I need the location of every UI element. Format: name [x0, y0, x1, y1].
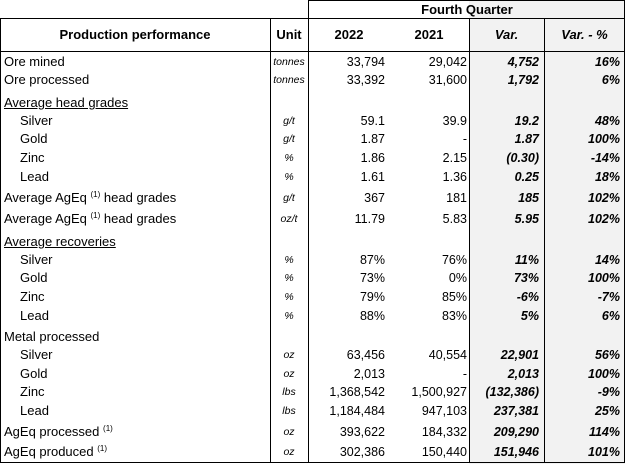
row-value-2022: 59.1: [360, 114, 385, 128]
row-value-2022: 33,794: [346, 55, 385, 69]
row-variance: 4,752: [507, 55, 539, 69]
row-variance: -6%: [516, 290, 539, 304]
row-unit: tonnes: [273, 74, 305, 86]
row-label: [4, 445, 107, 458]
row-value-2022: 63,456: [346, 348, 385, 362]
row-value-2021: 85%: [441, 290, 467, 304]
row-variance-pct: 102%: [588, 212, 620, 226]
row-variance: 151,946: [493, 445, 539, 459]
row-unit: oz/t: [280, 213, 298, 225]
row-value-2022: 11.79: [354, 212, 385, 226]
rule-header-top: [0, 18, 625, 19]
row-value-2021: 40,554: [428, 348, 467, 362]
col-header-2021: 2021: [414, 27, 444, 42]
row-variance-pct: 25%: [594, 404, 620, 418]
row-variance: 73%: [513, 271, 539, 285]
row-label: [20, 348, 53, 361]
col-header-2022: 2022: [334, 27, 364, 42]
row-unit: g/t: [283, 115, 295, 127]
row-value-2021: 181: [446, 191, 467, 205]
row-value-2021: 1.36: [442, 170, 467, 184]
row-label-text: Average recoveries: [4, 234, 116, 249]
row-label: [4, 212, 176, 225]
row-value-2022: 1,184,484: [329, 404, 385, 418]
row-unit: oz: [283, 446, 295, 458]
row-unit: lbs: [282, 386, 296, 398]
row-label-text: Average AgEq: [4, 211, 87, 226]
row-label-text: Zinc: [20, 150, 45, 165]
group-header: Fourth Quarter: [421, 2, 513, 17]
row-value-2021: 83%: [441, 309, 467, 323]
row-value-2021: 2.15: [442, 151, 467, 165]
row-unit: g/t: [283, 192, 295, 204]
row-label-text: Gold: [20, 366, 48, 381]
row-variance-pct: 18%: [594, 170, 620, 184]
row-variance-pct: 14%: [594, 253, 620, 267]
row-variance: 5%: [520, 309, 539, 323]
row-variance-pct: -9%: [597, 385, 620, 399]
row-value-2022: 393,622: [339, 425, 385, 439]
row-value-2021: 5.83: [442, 212, 467, 226]
col-header-var-pct: Var. - %: [561, 27, 608, 42]
rule-header-bottom: [0, 51, 625, 52]
row-label: [20, 309, 49, 322]
row-label-tail: head grades: [100, 211, 177, 226]
row-variance: 0.25: [514, 170, 539, 184]
row-label: [4, 425, 113, 438]
row-value-2021: 31,600: [428, 73, 467, 87]
row-unit: tonnes: [273, 56, 305, 68]
row-value-2021: 150,440: [421, 445, 467, 459]
footnote-marker: (1): [90, 190, 101, 199]
row-label-text: Average head grades: [4, 95, 129, 110]
row-value-2022: 79%: [359, 290, 385, 304]
col-header-var: Var.: [494, 27, 519, 42]
row-value-2022: 1,368,542: [329, 385, 385, 399]
row-label: [20, 271, 47, 284]
row-value-2022: 2,013: [353, 367, 385, 381]
row-label: [20, 253, 53, 266]
row-label-text: Lead: [20, 169, 49, 184]
row-unit: %: [284, 272, 294, 284]
row-variance-pct: 100%: [588, 271, 620, 285]
row-label: [20, 404, 49, 417]
row-variance: 209,290: [493, 425, 539, 439]
row-variance: 22,901: [500, 348, 539, 362]
row-value-2021: -: [462, 367, 467, 381]
row-value-2022: 302,386: [339, 445, 385, 459]
row-unit: oz: [283, 426, 295, 438]
row-unit: %: [284, 152, 294, 164]
col-header-unit: Unit: [276, 27, 302, 42]
row-label: [4, 191, 176, 204]
row-label: [20, 170, 49, 183]
row-variance-pct: 114%: [588, 425, 620, 439]
row-label-text: Silver: [20, 252, 53, 267]
row-label-text: Silver: [20, 113, 53, 128]
row-label: [4, 73, 89, 86]
row-label: [4, 96, 128, 109]
row-unit: %: [284, 254, 294, 266]
row-label-text: Gold: [20, 131, 48, 146]
row-variance-pct: 48%: [594, 114, 620, 128]
row-value-2022: 1.86: [360, 151, 385, 165]
rule-bottom: [0, 462, 625, 463]
row-label-text: Zinc: [20, 384, 45, 399]
footnote-marker: (1): [90, 211, 101, 220]
row-variance-pct: 102%: [588, 191, 620, 205]
row-label-text: Lead: [20, 403, 49, 418]
row-value-2021: -: [462, 132, 467, 146]
row-variance: 19.2: [514, 114, 539, 128]
row-label: [20, 114, 53, 127]
row-label-text: Lead: [20, 308, 49, 323]
row-value-2022: 88%: [359, 309, 385, 323]
row-label: [20, 367, 47, 380]
rule-left: [0, 18, 1, 463]
rule-2022: [308, 0, 309, 463]
row-label-text: Gold: [20, 270, 48, 285]
row-variance-pct: 6%: [601, 309, 620, 323]
row-value-2022: 87%: [359, 253, 385, 267]
row-value-2022: 1.87: [360, 132, 385, 146]
row-variance: 5.95: [514, 212, 539, 226]
row-label-text: Silver: [20, 347, 53, 362]
row-variance: 237,381: [493, 404, 539, 418]
row-variance: 1,792: [507, 73, 539, 87]
rule-unit: [270, 18, 271, 463]
row-variance: (132,386): [485, 385, 539, 399]
row-value-2021: 1,500,927: [411, 385, 467, 399]
row-value-2021: 0%: [448, 271, 467, 285]
row-label-text: Average AgEq: [4, 190, 87, 205]
row-unit: %: [284, 310, 294, 322]
row-unit: oz: [283, 368, 295, 380]
row-variance: 2,013: [507, 367, 539, 381]
row-variance-pct: 16%: [594, 55, 620, 69]
row-unit: g/t: [283, 133, 295, 145]
row-variance-pct: 100%: [588, 367, 620, 381]
row-variance-pct: 56%: [594, 348, 620, 362]
row-value-2022: 73%: [359, 271, 385, 285]
row-label: [20, 151, 45, 164]
row-variance: 185: [518, 191, 539, 205]
row-variance-pct: 101%: [588, 445, 620, 459]
row-label-text: Ore processed: [4, 72, 90, 87]
row-value-2022: 367: [364, 191, 385, 205]
row-variance-pct: 6%: [601, 73, 620, 87]
row-label-text: Metal processed: [4, 329, 100, 344]
row-unit: oz: [283, 349, 295, 361]
row-label-text: Ore mined: [4, 54, 65, 69]
row-variance-pct: 100%: [588, 132, 620, 146]
footnote-marker: (1): [97, 444, 108, 453]
row-label-text: AgEq processed: [4, 424, 100, 439]
row-label-tail: head grades: [100, 190, 177, 205]
footnote-marker: (1): [103, 424, 113, 433]
row-value-2021: 184,332: [421, 425, 467, 439]
rule-top: [308, 0, 625, 1]
row-variance: 1.87: [514, 132, 539, 146]
row-value-2021: 947,103: [421, 404, 467, 418]
row-unit: lbs: [282, 405, 296, 417]
row-variance: 11%: [514, 253, 539, 267]
row-label: [4, 55, 65, 68]
row-label-text: Zinc: [20, 289, 45, 304]
row-label: [4, 235, 116, 248]
rule-var-pct: [544, 18, 545, 463]
rule-var: [469, 18, 470, 463]
row-value-2021: 76%: [441, 253, 467, 267]
row-label: [4, 330, 99, 343]
row-value-2021: 39.9: [442, 114, 467, 128]
row-label: [20, 290, 45, 303]
row-label: [20, 132, 47, 145]
row-variance: (0.30): [506, 151, 539, 165]
row-variance-pct: -7%: [597, 290, 620, 304]
row-label: [20, 385, 45, 398]
row-unit: %: [284, 171, 294, 183]
col-header-metric: Production performance: [59, 27, 211, 42]
row-label-text: AgEq produced: [4, 444, 94, 459]
row-variance-pct: -14%: [590, 151, 620, 165]
row-value-2022: 33,392: [346, 73, 385, 87]
row-value-2021: 29,042: [428, 55, 467, 69]
row-value-2022: 1.61: [360, 170, 385, 184]
row-unit: %: [284, 291, 294, 303]
